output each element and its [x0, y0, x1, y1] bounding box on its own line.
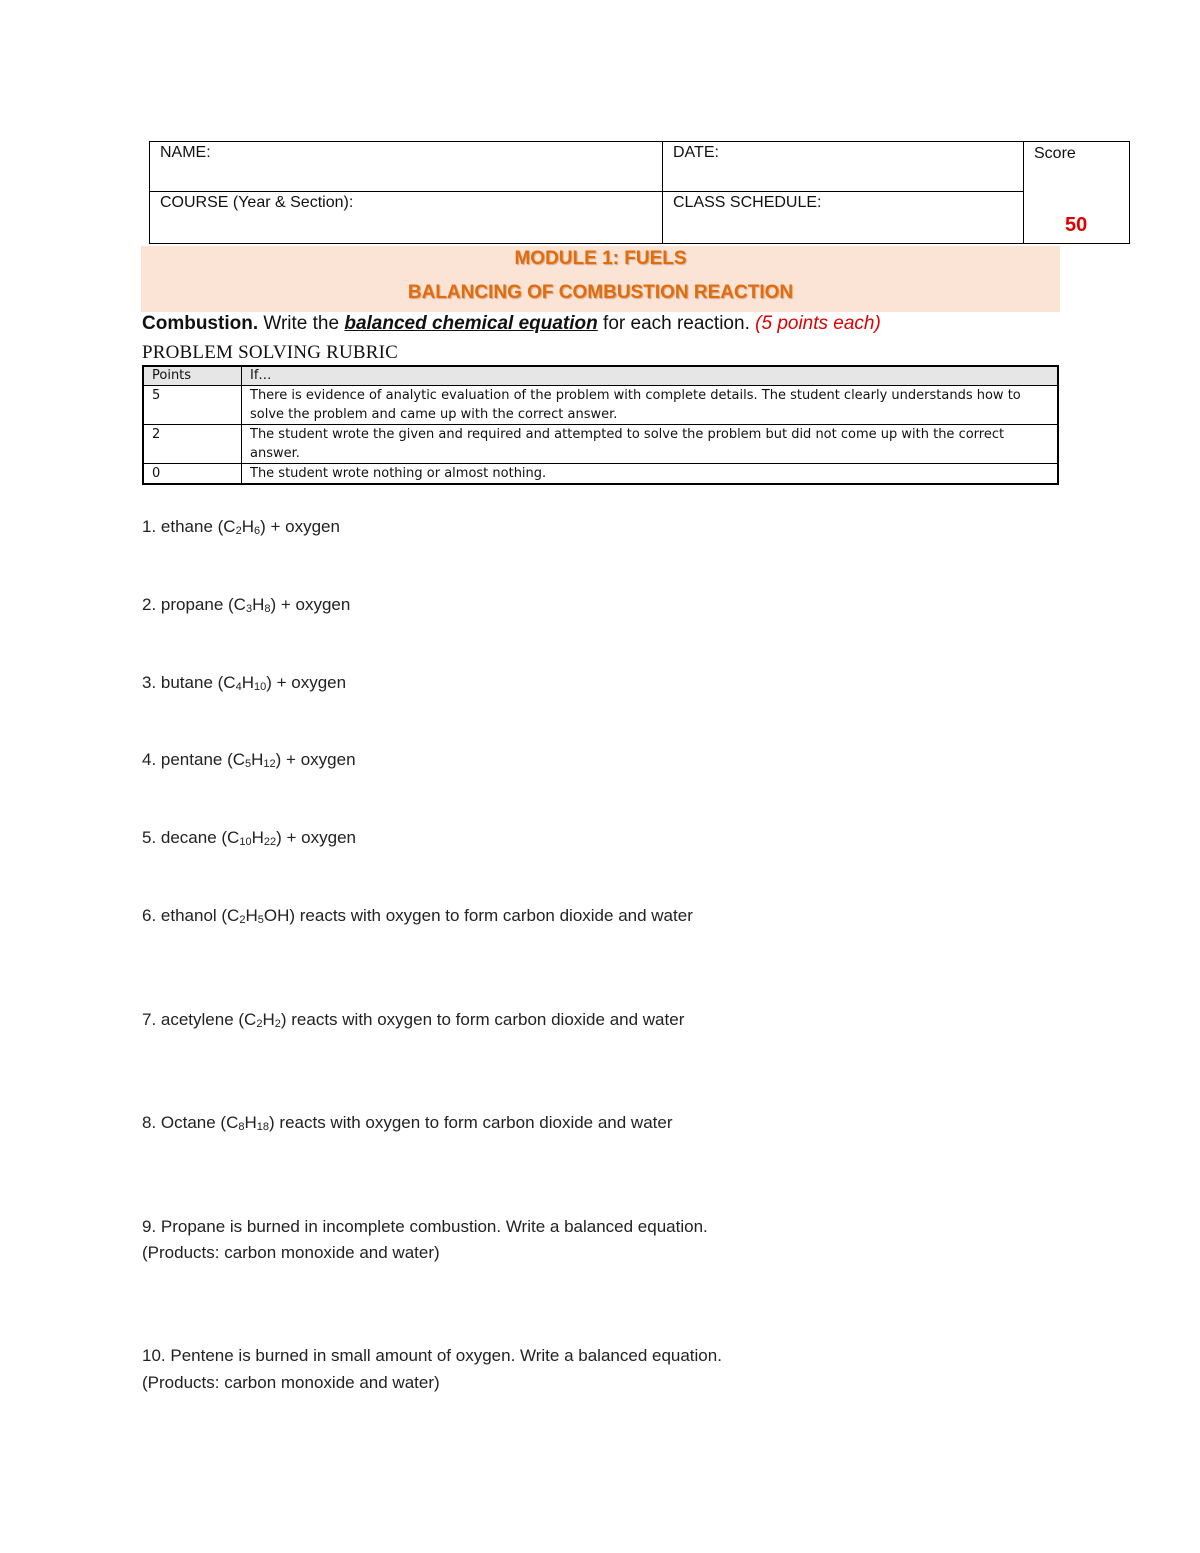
rubric-header-points: Points: [143, 366, 242, 386]
course-field[interactable]: [150, 192, 663, 244]
question-text: ) + oxygen: [270, 595, 351, 614]
subscript: 8: [264, 603, 271, 615]
question-text: H: [252, 595, 265, 614]
question-text: OH) reacts with oxygen to form carbon dioxide and water: [263, 906, 693, 925]
rubric-points: 5: [143, 386, 242, 425]
question-text: ) reacts with oxygen to form carbon dioxide and water: [269, 1113, 673, 1132]
question-8: [142, 1113, 673, 1133]
question-10: [142, 1346, 722, 1366]
rubric-points: 0: [143, 464, 242, 485]
question-text: 7. acetylene (C: [142, 1010, 257, 1029]
question-text: ) + oxygen: [276, 828, 356, 847]
question-5: [142, 828, 356, 848]
subscript: 4: [235, 681, 242, 693]
rubric-criteria: The student wrote the given and required and attempted to solve the problem but did not come up with the correct answer.: [242, 425, 1059, 464]
question-4: [142, 750, 356, 770]
question-9: [142, 1217, 708, 1237]
student-info-table: [149, 141, 1130, 244]
name-label: NAME:: [160, 144, 211, 161]
question-6: [142, 906, 693, 926]
question-9-note: [142, 1243, 440, 1263]
rubric-title: PROBLEM SOLVING RUBRIC: [142, 342, 399, 363]
date-label: DATE:: [673, 144, 719, 161]
rubric-row: [143, 425, 1058, 464]
question-text: (Products: carbon monoxide and water): [142, 1243, 440, 1262]
question-text: 8. Octane (C: [142, 1113, 239, 1132]
subscript: 22: [263, 836, 277, 848]
instructions-emphasis: balanced chemical equation: [344, 313, 598, 334]
instructions-text-1: Write the: [258, 313, 345, 334]
instructions: [142, 313, 881, 335]
question-text: 3. butane (C: [142, 673, 236, 692]
question-text: H: [245, 906, 258, 925]
question-10-note: [142, 1373, 440, 1393]
subscript: 5: [245, 758, 252, 770]
schedule-label: CLASS SCHEDULE:: [673, 194, 822, 211]
question-text: H: [262, 1010, 275, 1029]
question-text: H: [241, 517, 254, 536]
question-text: H: [251, 828, 264, 847]
name-field[interactable]: [150, 142, 663, 192]
score-label: Score: [1034, 145, 1076, 162]
question-text: 6. ethanol (C: [142, 906, 240, 925]
rubric-criteria: There is evidence of analytic evaluation of the problem with complete details. The student clearly understands how to solve the problem and came up with the correct answer.: [242, 386, 1059, 425]
subscript: 2: [239, 914, 246, 926]
question-2: [142, 595, 350, 615]
rubric-table: [142, 365, 1059, 485]
course-label: COURSE (Year & Section):: [160, 194, 354, 211]
question-text: 10. Pentene is burned in small amount of oxygen. Write a balanced equation.: [142, 1346, 722, 1365]
question-text: ) + oxygen: [260, 517, 340, 536]
question-text: 2. propane (C: [142, 595, 246, 614]
question-1: [142, 517, 340, 537]
schedule-field[interactable]: [663, 192, 1024, 244]
subscript: 10: [239, 836, 252, 848]
rubric-criteria: The student wrote nothing or almost nothing.: [242, 464, 1059, 485]
subscript: 10: [253, 681, 267, 693]
instructions-lead: Combustion.: [142, 313, 259, 334]
instructions-points: (5 points each): [755, 313, 881, 334]
module-banner: [141, 246, 1060, 312]
question-text: H: [244, 1113, 257, 1132]
subscript: 12: [263, 758, 276, 770]
module-title: MODULE 1: FUELS: [514, 248, 687, 269]
subscript: 8: [238, 1121, 245, 1133]
subscript: 6: [253, 525, 261, 537]
rubric-header-if: If…: [242, 366, 1059, 386]
question-text: 1. ethane (C: [142, 517, 236, 536]
question-text: 4. pentane (C: [142, 750, 246, 769]
subscript: 18: [256, 1121, 270, 1133]
date-field[interactable]: [663, 142, 1024, 192]
question-text: ) + oxygen: [275, 750, 356, 769]
subscript: 2: [274, 1018, 281, 1030]
subscript: 3: [245, 603, 253, 615]
question-text: H: [251, 750, 264, 769]
subscript: 5: [257, 914, 264, 926]
question-text: (Products: carbon monoxide and water): [142, 1373, 440, 1392]
rubric-row: [143, 464, 1058, 485]
rubric-row: [143, 386, 1058, 425]
question-text: H: [241, 673, 254, 692]
subscript: 2: [235, 525, 242, 537]
instructions-text-2: for each reaction.: [597, 313, 756, 334]
score-value: 50: [1065, 214, 1088, 236]
rubric-header-row: [143, 366, 1058, 386]
question-text: ) reacts with oxygen to form carbon dioxide and water: [280, 1010, 685, 1029]
question-text: 5. decane (C: [142, 828, 240, 847]
rubric-points: 2: [143, 425, 242, 464]
question-text: 9. Propane is burned in incomplete combustion. Write a balanced equation.: [142, 1217, 708, 1236]
question-3: [142, 673, 346, 693]
subscript: 2: [256, 1018, 263, 1030]
module-subtitle: BALANCING OF COMBUSTION REACTION: [407, 282, 794, 303]
score-cell: [1024, 142, 1130, 244]
question-7: [142, 1010, 684, 1030]
question-text: ) + oxygen: [266, 673, 347, 692]
